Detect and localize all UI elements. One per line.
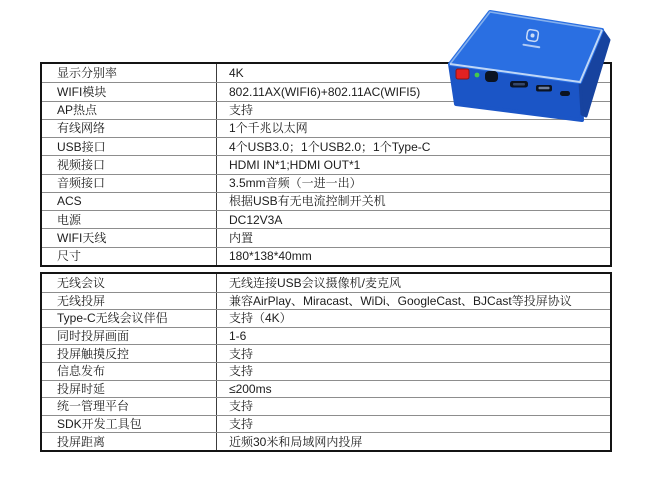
spec-value: 4个USB3.0；1个USB2.0；1个Type-C (229, 139, 431, 154)
spec-label: 投屏距离 (42, 433, 217, 450)
spec-label: AP热点 (42, 102, 217, 119)
power-button-icon (456, 69, 469, 79)
table-row (42, 247, 610, 265)
feature-spec-table (40, 272, 612, 452)
spec-label: 无线投屏 (42, 293, 217, 310)
device-illustration (438, 2, 620, 130)
table-row (42, 309, 610, 327)
spec-label: 显示分别率 (42, 64, 217, 82)
spec-value: 兼容AirPlay、Miracast、WiDi、GoogleCast、BJCast等投屏协议 (229, 293, 572, 308)
spec-label: 电源 (42, 211, 217, 228)
table-row (42, 137, 610, 155)
spec-value: 4K (229, 66, 244, 81)
table-row (42, 228, 610, 246)
table-row (42, 397, 610, 415)
spec-value: 1-6 (229, 329, 247, 344)
table-row (42, 415, 610, 433)
spec-label: SDK开发工具包 (42, 416, 217, 433)
spec-value: 支持 (229, 417, 254, 432)
spec-label: WIFI天线 (42, 229, 217, 246)
spec-label: 统一管理平台 (42, 398, 217, 415)
spec-label: ACS (42, 193, 217, 210)
table-row (42, 155, 610, 173)
spec-value: 无线连接USB会议摄像机/麦克风 (229, 275, 402, 290)
table-row (42, 174, 610, 192)
product-photo (438, 2, 620, 130)
spec-value: 1个千兆以太网 (229, 121, 308, 136)
table-row (42, 362, 610, 380)
spec-label: WIFI模块 (42, 83, 217, 100)
spec-value: 内置 (229, 231, 254, 246)
usb-port-icon (536, 85, 552, 92)
spec-value: HDMI IN*1;HDMI OUT*1 (229, 157, 361, 172)
spec-value: 支持（4K） (229, 311, 292, 326)
spec-value: DC12V3A (229, 212, 283, 227)
spec-label: 音频接口 (42, 175, 217, 192)
table-row (42, 327, 610, 345)
spec-label: Type-C无线会议伴侣 (42, 310, 217, 327)
spec-value: 近频30米和局域网内投屏 (229, 434, 363, 449)
spec-label: 信息发布 (42, 363, 217, 380)
table-row (42, 192, 610, 210)
spec-value: 802.11AX(WIFI6)+802.11AC(WIFI5) (229, 84, 421, 99)
table-row (42, 210, 610, 228)
spec-value: 3.5mm音频（一进一出） (229, 176, 362, 191)
table-row (42, 380, 610, 398)
spec-label: 投屏时延 (42, 381, 217, 398)
type-c-port-icon (560, 91, 570, 96)
status-led-icon (475, 73, 480, 78)
dc-power-port-icon (485, 71, 498, 82)
spec-label: 投屏触摸反控 (42, 345, 217, 362)
spec-value: 180*138*40mm (229, 249, 312, 264)
spec-label: USB接口 (42, 138, 217, 155)
hdmi-port-icon (510, 81, 528, 88)
spec-value: ≤200ms (229, 381, 272, 396)
spec-value: 根据USB有无电流控制开关机 (229, 194, 386, 209)
table-row (42, 432, 610, 450)
spec-value: 支持 (229, 364, 254, 379)
table-row (42, 274, 610, 292)
spec-value: 支持 (229, 346, 254, 361)
table-row (42, 344, 610, 362)
spec-value: 支持 (229, 103, 254, 118)
spec-label: 视频接口 (42, 156, 217, 173)
spec-label: 无线会议 (42, 274, 217, 292)
spec-label: 有线网络 (42, 120, 217, 137)
table-row (42, 292, 610, 310)
spec-value: 支持 (229, 399, 254, 414)
spec-label: 尺寸 (42, 248, 217, 265)
spec-label: 同时投屏画面 (42, 328, 217, 345)
